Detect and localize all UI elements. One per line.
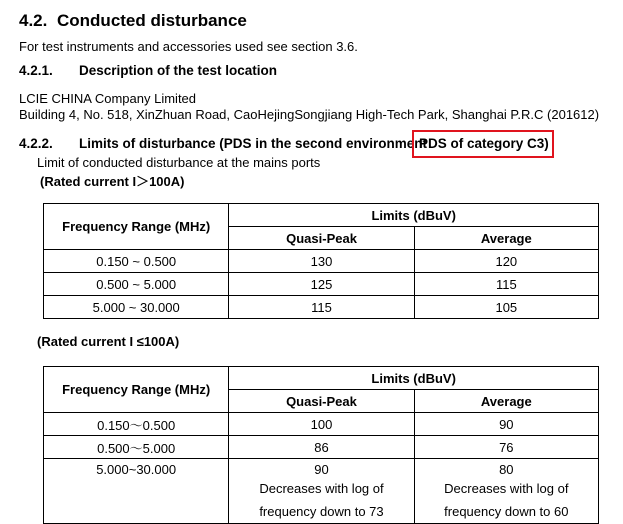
cell-average: 76 [414,436,598,459]
cell-quasi-peak: 115 [229,296,414,319]
company-name: LCIE CHINA Company Limited [19,91,197,106]
cell-average: 90 [414,413,598,436]
cell-value: 90 [314,462,329,477]
table-row [44,250,599,273]
intro-text: For test instruments and accessories used see section 3.6. [19,39,358,54]
cell-quasi-peak: 86 [229,436,414,459]
cell-frequency: 5.000 ~ 30.000 [44,296,229,319]
table1-caption: (Rated current I＞100A) [40,174,185,189]
cell-average: 120 [414,250,598,273]
table-row [44,273,599,296]
section-number: 4.2. [19,11,48,30]
limits-table-over-100a [43,203,599,319]
cell-quasi-peak: 100 [229,413,414,436]
cell-quasi-peak: 125 [229,273,414,296]
cell-average [414,459,598,524]
cell-note: Decreases with log of frequency down to 60 [444,481,569,519]
cell-value: 80 [499,462,514,477]
header-frequency: Frequency Range (MHz) [44,367,229,413]
cell-quasi-peak [229,459,414,524]
subsection-number: 4.2.2. [19,136,53,151]
cell-frequency: 5.000~30.000 [44,459,229,524]
header-average: Average [414,227,598,250]
cell-average: 105 [414,296,598,319]
cell-frequency: 0.150 ~ 0.500 [44,250,229,273]
cell-average: 115 [414,273,598,296]
section-title: Conducted disturbance [57,11,247,30]
subsection-heading-location [19,63,277,78]
highlighted-category: PDS of category C3) [419,136,549,151]
subsection-heading-limits [19,136,427,151]
section-heading [19,11,247,31]
subsection-title: Description of the test location [79,63,278,78]
company-address: Building 4, No. 518, XinZhuan Road, CaoHejingSongjiang High-Tech Park, Shanghai P.R.C (201612) [19,107,600,122]
table-row [44,296,599,319]
table2-caption: (Rated current I ≤100A) [37,334,180,349]
header-limits: Limits (dBuV) [229,367,599,390]
header-average: Average [414,390,598,413]
table-row [44,413,599,436]
header-limits: Limits (dBuV) [229,204,599,227]
limit-description: Limit of conducted disturbance at the mains ports [37,155,321,170]
limits-table-up-to-100a [43,366,599,524]
subsection-title: Limits of disturbance (PDS in the second environment [79,136,428,151]
header-quasi-peak: Quasi-Peak [229,390,414,413]
subsection-number: 4.2.1. [19,63,53,78]
header-frequency: Frequency Range (MHz) [44,204,229,250]
cell-frequency: 0.150～0.500 [44,413,229,436]
cell-note: Decreases with log of frequency down to 73 [259,481,384,519]
cell-frequency: 0.500 ~ 5.000 [44,273,229,296]
table-row [44,459,599,524]
highlight-box [412,130,554,158]
table-row [44,436,599,459]
header-quasi-peak: Quasi-Peak [229,227,414,250]
cell-frequency: 0.500～5.000 [44,436,229,459]
cell-quasi-peak: 130 [229,250,414,273]
